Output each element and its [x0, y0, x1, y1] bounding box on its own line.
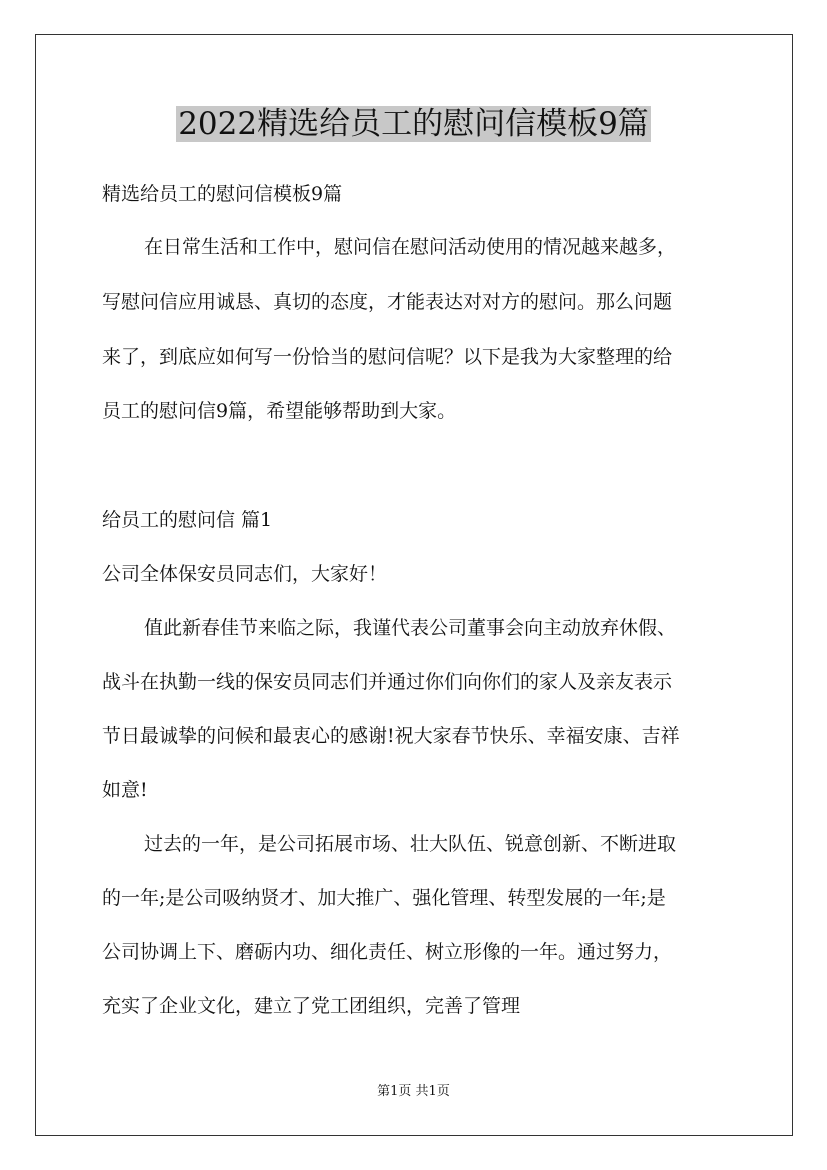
- body-line: 如意!: [102, 779, 148, 801]
- body-line: 公司协调上下、磨砺内功、细化责任、树立形像的一年。通过努力，: [102, 941, 673, 963]
- document-title: [0, 104, 827, 144]
- body-line: 充实了企业文化，建立了党工团组织，完善了管理: [102, 995, 521, 1017]
- intro-line: 在日常生活和工作中，慰问信在慰问活动使用的情况越来越多，: [144, 236, 677, 258]
- body-line: 值此新春佳节来临之际，我谨代表公司董事会向主动放弃休假、: [144, 617, 677, 639]
- body-line: 过去的一年，是公司拓展市场、壮大队伍、锐意创新、不断进取: [144, 833, 677, 855]
- body-line: 的一年;是公司吸纳贤才、加大推广、强化管理、转型发展的一年;是: [102, 887, 666, 909]
- page-number: 第1页 共1页: [377, 1084, 450, 1099]
- body-line: 节日最诚挚的问候和最衷心的感谢!祝大家春节快乐、幸福安康、吉祥: [102, 725, 680, 747]
- greeting: 公司全体保安员同志们，大家好！: [102, 563, 388, 585]
- subtitle: 精选给员工的慰问信模板9篇: [102, 183, 343, 205]
- section-heading: 给员工的慰问信 篇1: [102, 509, 273, 531]
- intro-line: 写慰问信应用诚恳、真切的态度，才能表达对对方的慰问。那么问题: [102, 291, 673, 313]
- intro-line: 来了，到底应如何写一份恰当的慰问信呢？以下是我为大家整理的给: [102, 346, 673, 368]
- title-text: 2022精选给员工的慰问信模板9篇: [178, 106, 649, 142]
- body-line: 战斗在执勤一线的保安员同志们并通过你们向你们的家人及亲友表示: [102, 671, 673, 693]
- intro-line: 员工的慰问信9篇，希望能够帮助到大家。: [102, 400, 457, 422]
